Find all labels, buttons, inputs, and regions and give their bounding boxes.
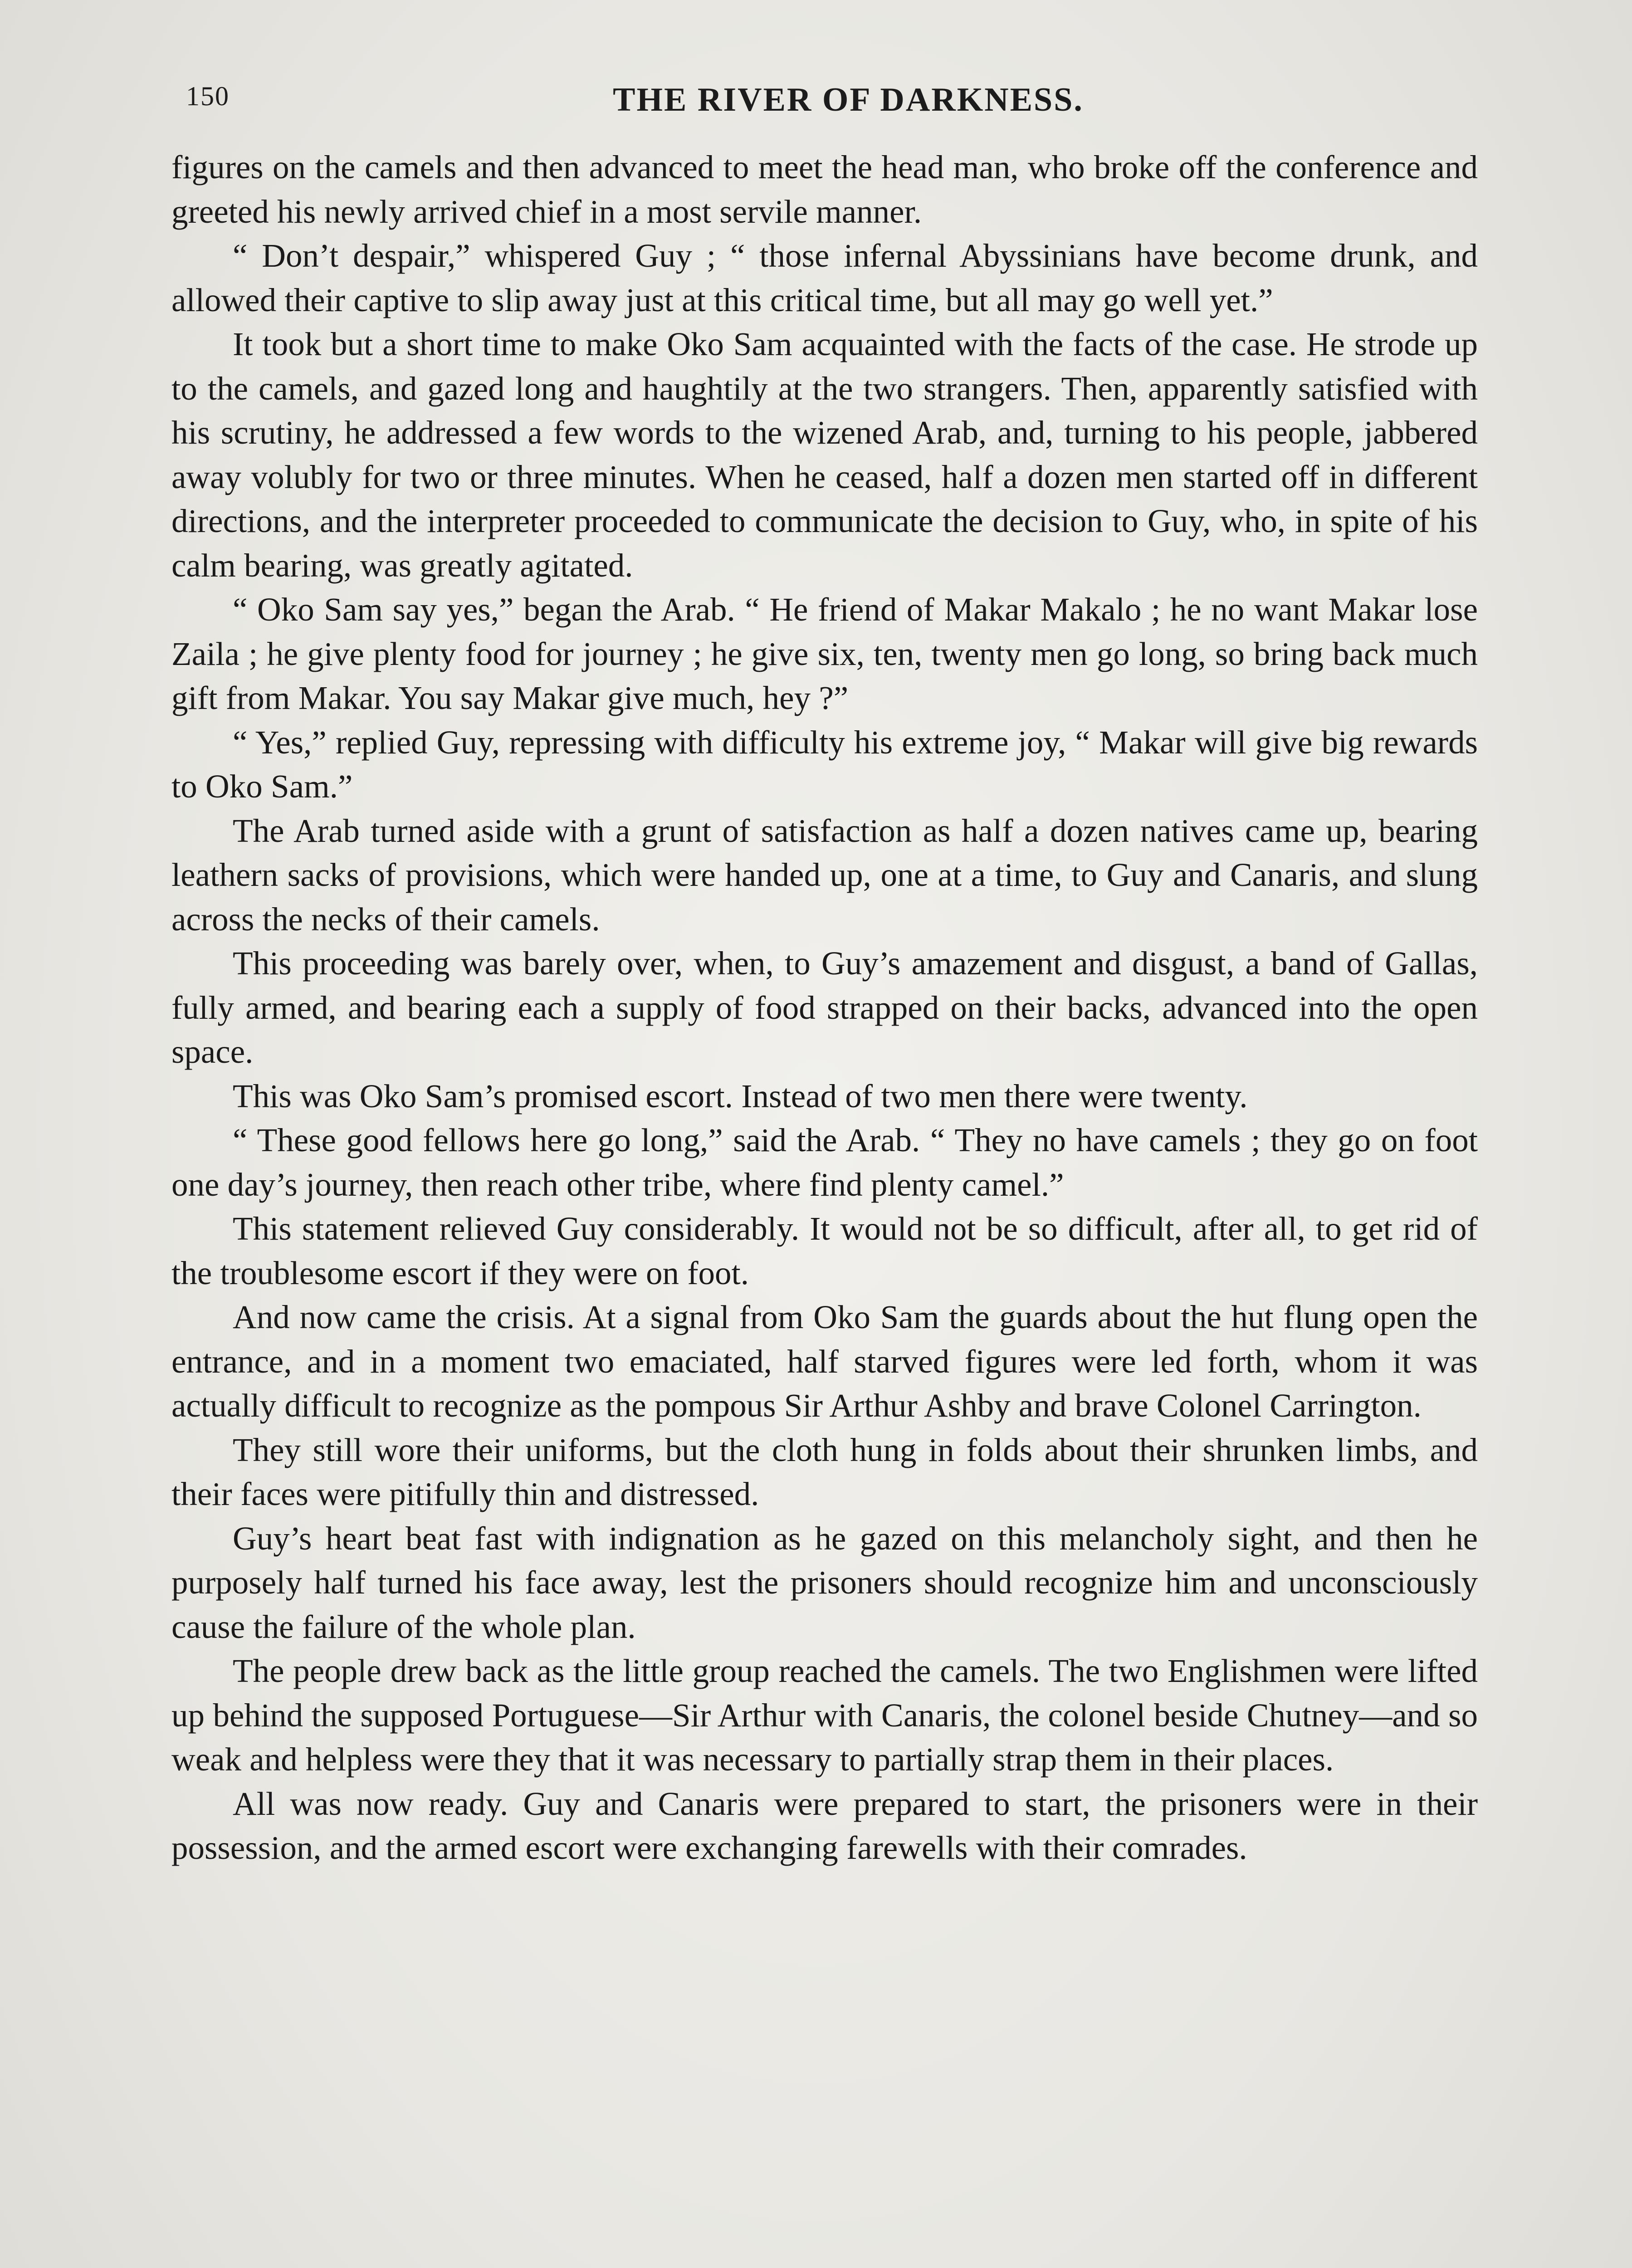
page-header xyxy=(186,81,1510,131)
paragraph-3: It took but a short time to make Oko Sam acquainted with the facts of the case. He strode up to the camels, and gazed long and haughtily at the two strangers. Then, apparently satisfied with his scrutiny, he addressed a few words to the wizened Arab, and, turning to his people, jabbered away volubly for two or three minutes. When he ceased, half a dozen men started off in different directions, and the interpreter proceeded to communicate the decision to Guy, who, in spite of his calm bearing, was greatly agitated. xyxy=(171,326,1478,584)
paragraph-13: Guy’s heart beat fast with indignation as he gazed on this melancholy sight, and then he purposely half turned his face away, lest the prisoners should recognize him and unconsciously cause the failure of the whole plan. xyxy=(171,1520,1478,1645)
paragraph-10: This statement relieved Guy considerably. It would not be so difficult, after all, to get rid of the troublesome escort if they were on foot. xyxy=(171,1210,1478,1291)
paragraph-8: This was Oko Sam’s promised escort. Instead of two men there were twenty. xyxy=(233,1077,1248,1114)
paragraph-15: All was now ready. Guy and Canaris were prepared to start, the prisoners were in their possession, and the armed escort were exchanging farewells with their comrades. xyxy=(171,1785,1478,1866)
paragraph-11: And now came the crisis. At a signal from Oko Sam the guards about the hut flung open the entrance, and in a moment two emaciated, half starved figures were led forth, whom it was actually difficult to recognize as the pompous Sir Arthur Ashby and brave Colonel Carrington. xyxy=(171,1299,1478,1424)
paragraph-14: The people drew back as the little group reached the camels. The two Englishmen were lifted up behind the supposed Portuguese—Sir Arthur with Canaris, the colonel beside Chutney—and so weak and helpless were they that it was necessary to partially strap them in their places. xyxy=(171,1652,1478,1778)
paragraph-9: “ These good fellows here go long,” said the Arab. “ They no have camels ; they go on foot one day’s journey, then reach other tribe, where find plenty camel.” xyxy=(171,1122,1478,1203)
body-text xyxy=(171,145,1478,1870)
paragraph-6: The Arab turned aside with a grunt of satisfaction as half a dozen natives came up, bearing leathern sacks of provisions, which were handed up, one at a time, to Guy and Canaris, and slung across the necks of their camels. xyxy=(171,812,1478,938)
paragraph-12: They still wore their uniforms, but the cloth hung in folds about their shrunken limbs, and their faces were pitifully thin and distressed. xyxy=(171,1431,1478,1512)
paragraph-1: figures on the camels and then advanced to meet the head man, who broke off the conference and greeted his newly arrived chief in a most servile manner. xyxy=(171,149,1478,230)
paragraph-4: “ Oko Sam say yes,” began the Arab. “ He friend of Makar Makalo ; he no want Makar lose Zaila ; he give plenty food for journey ; he give six, ten, twenty men go long, so bring back much gift from Makar. You say Makar give much, hey ?” xyxy=(171,591,1478,716)
running-title: THE RIVER OF DARKNESS. xyxy=(613,81,1084,118)
paragraph-5: “ Yes,” replied Guy, repressing with difficulty his extreme joy, “ Makar will give big rewards to Oko Sam.” xyxy=(171,723,1478,805)
paragraph-2: “ Don’t despair,” whispered Guy ; “ those infernal Abyssinians have become drunk, and allowed their captive to slip away just at this critical time, but all may go well yet.” xyxy=(171,237,1478,318)
paragraph-7: This proceeding was barely over, when, to Guy’s amazement and disgust, a band of Gallas, fully armed, and bearing each a supply of food strapped on their backs, advanced into the open space. xyxy=(171,945,1478,1070)
page-number: 150 xyxy=(186,81,230,111)
